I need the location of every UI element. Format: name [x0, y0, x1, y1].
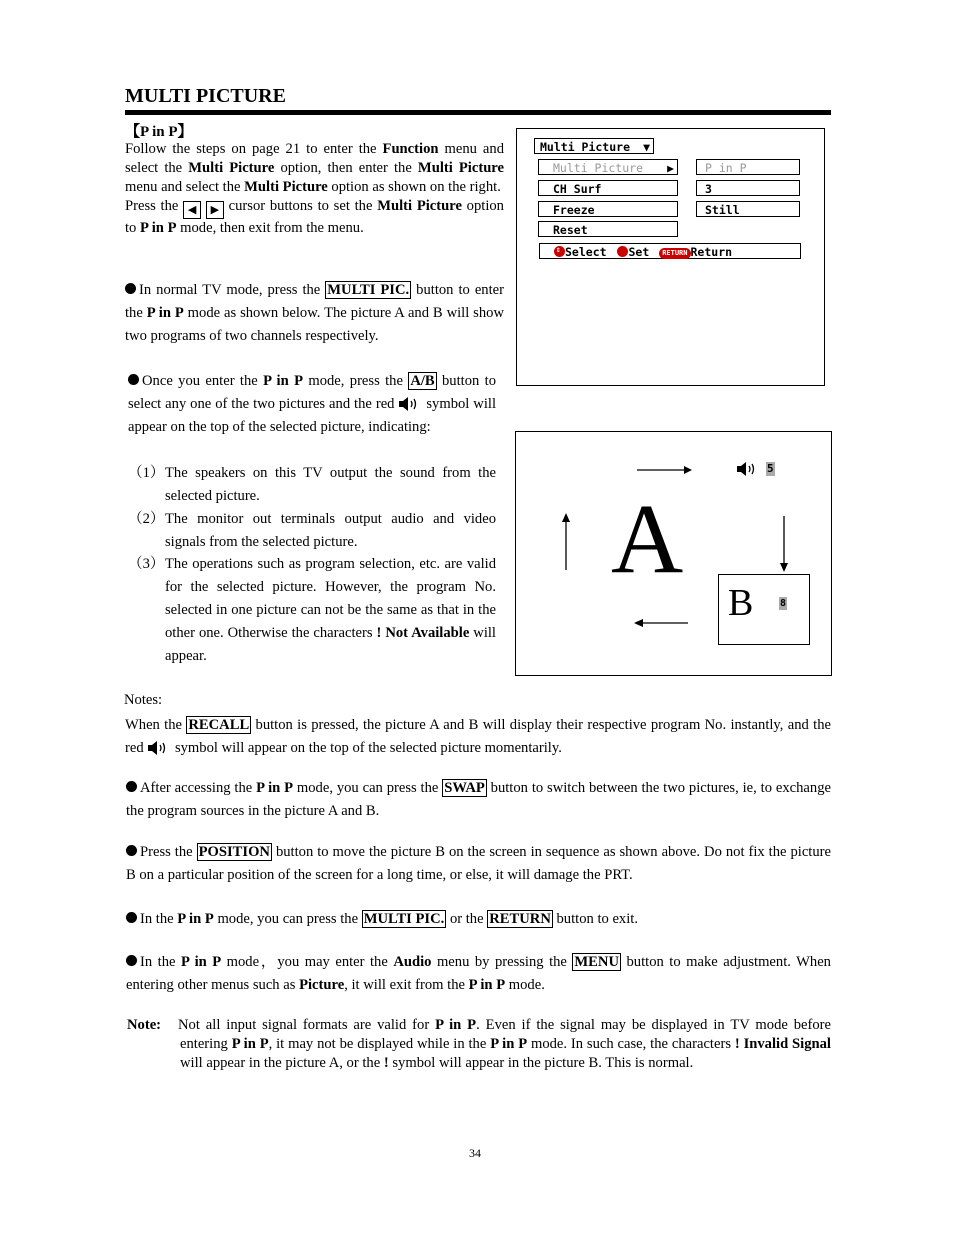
title-rule — [125, 110, 831, 115]
bullet-dot-icon — [126, 845, 137, 856]
note-label: Note: — [127, 1017, 162, 1033]
bullet-dot-icon — [126, 912, 137, 923]
position-button-label: POSITION — [198, 844, 270, 860]
intro-paragraph-2: Press the ◀ ▶ cursor buttons to set the Multi Picture option to P in P mode, then exit from the menu. — [125, 198, 504, 236]
program-number-a: 5 — [767, 462, 774, 475]
bullet-dot-icon — [125, 283, 136, 294]
bullet-swap: After accessing the P in P mode, you can press the SWAP button to switch between the two pictures, ie, to exchange the program sources in the picture A and B. — [126, 780, 831, 819]
dropdown-triangle-icon: ▼ — [643, 140, 650, 154]
return-badge: RETURN — [659, 248, 690, 259]
menu-value-multi-picture: P in P — [696, 159, 800, 175]
program-number-b: 8 — [780, 598, 787, 609]
speaker-icon — [736, 462, 760, 476]
multi-picture-menu — [516, 128, 825, 386]
picture-b-window — [718, 574, 810, 645]
menu-item-freeze: Freeze — [538, 201, 678, 217]
bullet-dot-icon — [126, 781, 137, 792]
bullet-multi-pic: In normal TV mode, press the MULTI PIC. button to enter the P in P mode as shown below. The picture A and B will show two programs of two channels respectively. — [125, 282, 504, 344]
return-button-label: RETURN — [489, 911, 551, 927]
notes-text: When the RECALL button is pressed, the picture A and B will display their respective program No. instantly, and the red symbol will appear on the top of the selected picture momentarily. — [125, 717, 831, 756]
picture-a-label: A — [611, 483, 684, 594]
picture-b-label: B — [728, 582, 754, 624]
speaker-icon — [147, 741, 171, 755]
note-text: Not all input signal formats are valid for P in P. Even if the signal may be displayed in TV mode before entering P in P, it may not be displayed while in the P in P mode. In such case, the characters ! Invalid Signal will appear in the picture A, or the ! symbol will appear in the picture B. This is normal. — [178, 1017, 832, 1071]
menu-footer: ⇕ Select Set RETURN Return — [539, 243, 801, 259]
bullet-ab: Once you enter the P in P mode, press the A/B button to select any one of the two pictures and the red symbol will appear on the top of the selected picture, indicating: — [128, 373, 496, 435]
page-number: 34 — [469, 1146, 481, 1160]
right-triangle-icon: ▶ — [667, 161, 674, 175]
item-3-number: （3） — [128, 556, 165, 572]
page-title: MULTI PICTURE — [125, 85, 286, 107]
multi-pic-button-label: MULTI PIC. — [327, 282, 410, 298]
right-arrow-icon: ▶ — [206, 201, 224, 219]
item-2-number: （2） — [128, 511, 165, 527]
section-subtitle: 【P in P】 — [125, 124, 193, 140]
left-arrow-icon: ◀ — [183, 201, 201, 219]
item-3-text: The operations such as program selection, etc. are valid for the selected picture. However, the program No. selected in one picture can not be the same as that in the other one. Otherwise the characters ! Not Available will appear. — [165, 556, 496, 664]
notes-label: Notes: — [124, 692, 163, 708]
item-1-number: （1） — [128, 465, 165, 481]
menu-item-ch-surf: CH Surf — [538, 180, 678, 196]
menu-item-multi-picture: Multi Picture ▶ — [538, 159, 678, 175]
item-1-text: The speakers on this TV output the sound from the selected picture. — [165, 465, 496, 504]
bullet-dot-icon — [128, 374, 139, 385]
recall-button-label: RECALL — [188, 717, 250, 733]
multi-pic-button-label: MULTI PIC. — [363, 911, 445, 927]
item-2-text: The monitor out terminals output audio and video signals from the selected picture. — [165, 511, 496, 550]
speaker-icon — [398, 397, 422, 411]
bullet-menu: In the P in P mode，you may enter the Audio menu by pressing the MENU button to make adjustment. When entering other menus such as Picture, it will exit from the P in P mode. — [126, 954, 831, 993]
left-right-icon — [617, 246, 628, 257]
intro-text — [125, 140, 504, 238]
intro-paragraph-1: Follow the steps on page 21 to enter the Function menu and select the Multi Picture option, then enter the Multi Picture menu and select the Multi Picture option as shown on the right. — [125, 141, 504, 195]
menu-item-reset: Reset — [538, 221, 678, 237]
menu-button-label: MENU — [574, 954, 619, 970]
bullet-position: Press the POSITION button to move the picture B on the screen in sequence as shown above. Do not fix the picture B on a particular position of the screen for a long time, or else, it will damage the PRT. — [126, 844, 831, 883]
menu-value-freeze: Still — [696, 201, 800, 217]
menu-value-ch-surf: 3 — [696, 180, 800, 196]
ab-button-label: A/B — [410, 373, 435, 389]
up-down-icon: ⇕ — [554, 246, 565, 257]
bullet-dot-icon — [126, 955, 137, 966]
pip-diagram — [515, 431, 832, 676]
swap-button-label: SWAP — [444, 780, 485, 796]
menu-title: Multi Picture ▼ — [534, 138, 654, 154]
bullet-exit: In the P in P mode, you can press the MULTI PIC. or the RETURN button to exit. — [126, 908, 831, 931]
